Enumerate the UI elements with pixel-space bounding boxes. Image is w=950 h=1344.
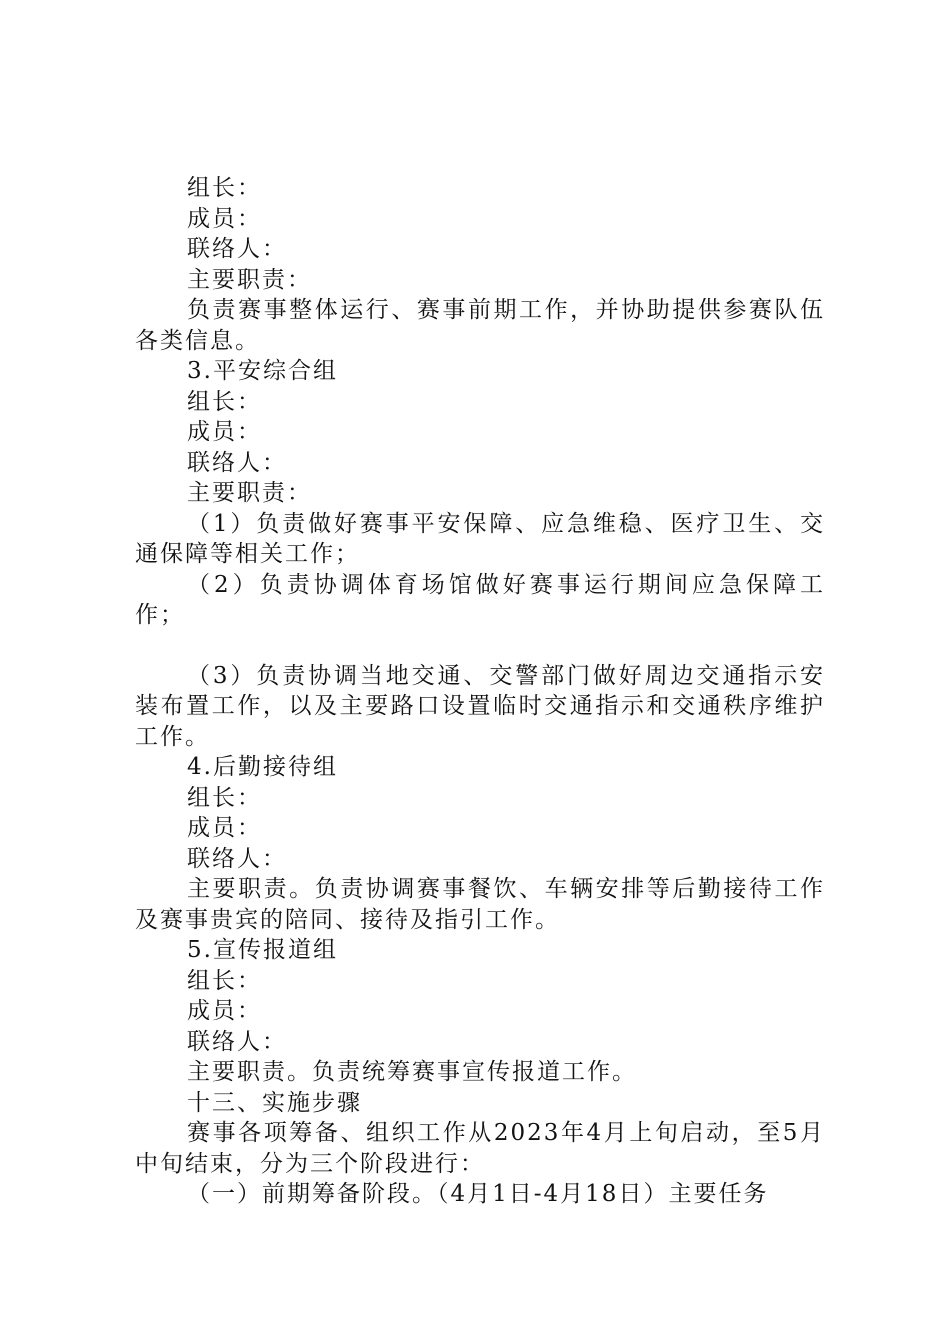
section-heading: 5.宣传报道组 xyxy=(187,937,338,963)
paragraph: 主要职责： xyxy=(187,266,312,293)
paragraph: （2）负责协调体育场馆做好赛事运行期间应急保障工作； xyxy=(135,571,825,628)
paragraph: 联络人： xyxy=(187,236,287,262)
paragraph: 成员： xyxy=(187,998,262,1024)
paragraph: （3）负责协调当地交通、交警部门做好周边交通指示安装布置工作，以及主要路口设置临时交通指示和交通秩序维护工作。 xyxy=(135,662,825,750)
paragraph: 联络人： xyxy=(187,845,287,872)
paragraph: 负责赛事整体运行、赛事前期工作，并协助提供参赛队伍各类信息。 xyxy=(135,297,825,354)
section-heading: 十三、实施步骤 xyxy=(187,1089,362,1116)
blank-line xyxy=(135,631,825,661)
paragraph: 组长： xyxy=(187,784,262,811)
paragraph: 组长： xyxy=(187,967,262,994)
paragraph: 组长： xyxy=(187,175,262,201)
document-body xyxy=(135,173,825,1210)
paragraph: 组长： xyxy=(187,388,262,415)
section-heading: 4.后勤接待组 xyxy=(187,754,338,780)
paragraph: 赛事各项筹备、组织工作从2023年4月上旬启动，至5月中旬结束，分为三个阶段进行： xyxy=(135,1120,825,1177)
paragraph: 成员： xyxy=(187,419,262,445)
section-heading: 3.平安综合组 xyxy=(187,358,338,384)
paragraph: 主要职责。负责协调赛事餐饮、车辆安排等后勤接待工作及赛事贵宾的陪同、接待及指引工作。 xyxy=(135,876,825,933)
paragraph: 联络人： xyxy=(187,449,287,476)
paragraph: 主要职责。负责统筹赛事宣传报道工作。 xyxy=(187,1059,637,1085)
paragraph: 主要职责： xyxy=(187,480,312,506)
paragraph: 联络人： xyxy=(187,1028,287,1055)
paragraph: （1）负责做好赛事平安保障、应急维稳、医疗卫生、交通保障等相关工作； xyxy=(135,510,825,567)
paragraph: （一）前期筹备阶段。（4月1日-4月18日）主要任务 xyxy=(187,1181,769,1207)
paragraph: 成员： xyxy=(187,815,262,841)
paragraph: 成员： xyxy=(187,205,262,232)
